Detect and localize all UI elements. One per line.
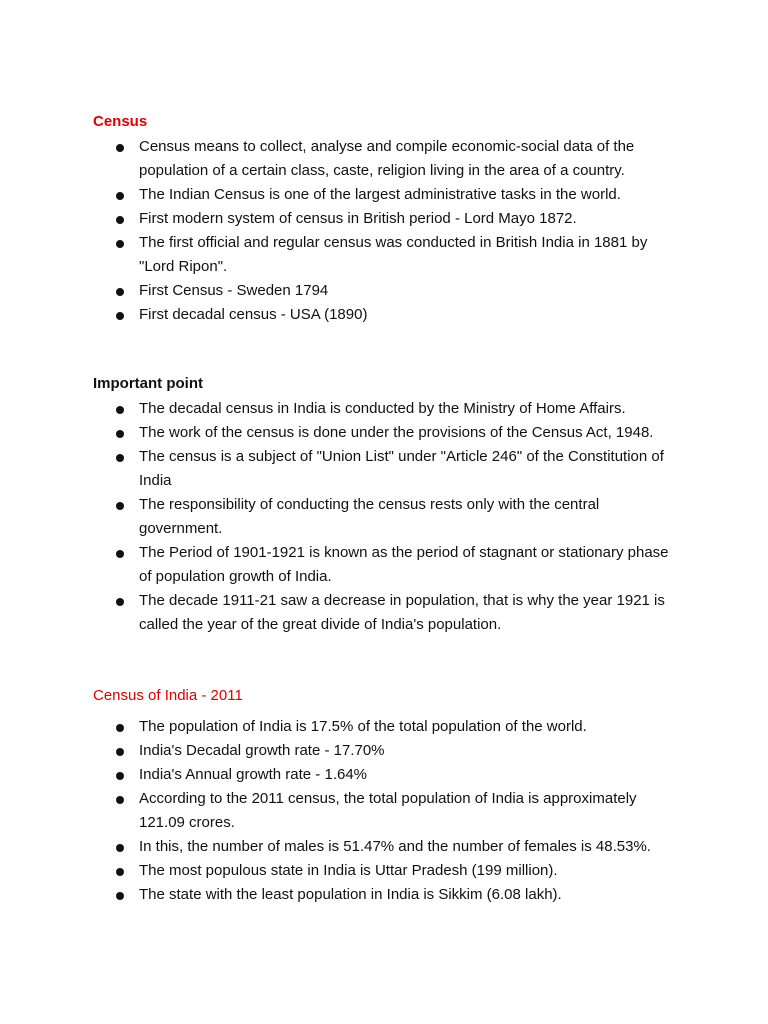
important-point-list [93,397,693,637]
bullet-icon [116,192,124,200]
important-point-heading: Important point [93,375,203,392]
census-heading: Census [93,113,148,130]
bullet-icon [116,796,124,804]
bullet-icon [116,724,124,732]
bullet-icon [116,144,124,152]
census-section [93,112,693,327]
important-point-section [93,374,693,637]
bullet-icon [116,454,124,462]
bullet-icon [116,312,124,320]
bullet-icon [116,288,124,296]
list-item: The first official and regular census was conducted in British India in 1881 by "Lord Ripon". [93,231,679,279]
bullet-icon [116,598,124,606]
census-2011-section [93,686,693,907]
list-item: The population of India is 17.5% of the total population of the world. [93,715,679,739]
list-item: First decadal census - USA (1890) [93,303,679,327]
bullet-icon [116,406,124,414]
bullet-icon [116,430,124,438]
census-2011-list [93,715,693,907]
list-item: India's Decadal growth rate - 17.70% [93,739,679,763]
list-item: The work of the census is done under the provisions of the Census Act, 1948. [93,421,679,445]
list-item: The responsibility of conducting the census rests only with the central government. [93,493,679,541]
list-item: According to the 2011 census, the total population of India is approximately 121.09 crores. [93,787,679,835]
list-item: The decadal census in India is conducted by the Ministry of Home Affairs. [93,397,679,421]
list-item: India's Annual growth rate - 1.64% [93,763,679,787]
census-2011-heading: Census of India - 2011 [93,687,243,704]
bullet-icon [116,748,124,756]
bullet-icon [116,240,124,248]
bullet-icon [116,844,124,852]
list-item: Census means to collect, analyse and compile economic-social data of the population of a certain class, caste, religion living in the area of a country. [93,135,679,183]
list-item: In this, the number of males is 51.47% and the number of females is 48.53%. [93,835,679,859]
bullet-icon [116,216,124,224]
bullet-icon [116,502,124,510]
list-item: The census is a subject of "Union List" under "Article 246" of the Constitution of India [93,445,679,493]
bullet-icon [116,772,124,780]
bullet-icon [116,550,124,558]
list-item: The Period of 1901-1921 is known as the period of stagnant or stationary phase of population growth of India. [93,541,679,589]
bullet-icon [116,892,124,900]
list-item: The decade 1911-21 saw a decrease in population, that is why the year 1921 is called the year of the great divide of India's population. [93,589,679,637]
list-item: The Indian Census is one of the largest administrative tasks in the world. [93,183,679,207]
bullet-icon [116,868,124,876]
list-item: First Census - Sweden 1794 [93,279,679,303]
list-item: First modern system of census in British period - Lord Mayo 1872. [93,207,679,231]
list-item: The state with the least population in India is Sikkim (6.08 lakh). [93,883,679,907]
census-list [93,135,693,327]
list-item: The most populous state in India is Uttar Pradesh (199 million). [93,859,679,883]
